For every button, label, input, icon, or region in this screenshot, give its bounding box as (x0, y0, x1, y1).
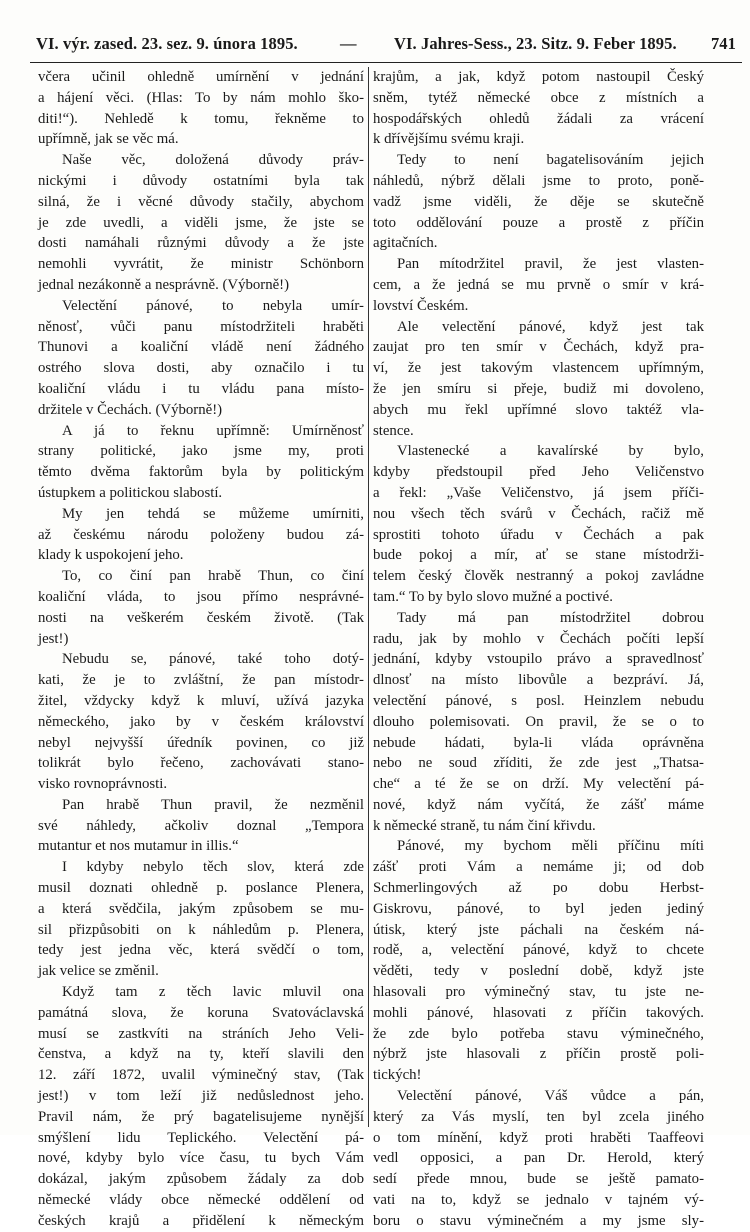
text-line: 12. září 1872, uvalil výminečný stav, (Tak (38, 1067, 364, 1084)
text-line: nemohli vyvrátit, že ministr Schönborn (38, 256, 364, 273)
text-line: věděti, tedy v poslední době, když jste (373, 963, 704, 980)
text-line: strany politické, jako jsme my, proti (38, 443, 364, 460)
text-line: k německé straně, tu nám činí křivdu. (373, 817, 596, 834)
text-line: nýbrž jste hlasovali z příčin prostě poli- (373, 1046, 704, 1063)
text-line: telem český člověk nestranný a pokoj zavládne (373, 568, 704, 585)
text-line: Tady má pan místodržitel dobrou (397, 609, 704, 626)
text-line: že zde bylo potřeba stavu výminečného, (373, 1025, 704, 1042)
text-line: čenstva, a když na ty, kteří slavili den (38, 1046, 364, 1063)
text-line: bude pokoj a mír, ať se stane místodrži- (373, 547, 704, 564)
text-line: dosti namáhali různými důvody a že jste (38, 235, 364, 252)
text-line: jak velice se změnil. (38, 963, 159, 980)
text-line: musil doznati ohledně p. poslance Plenera, (38, 880, 364, 897)
text-line: velectění pánové, s posl. Heinzlem nebudu (373, 692, 704, 709)
text-line: vedl opposici, a pan Dr. Herold, který (373, 1150, 704, 1167)
text-line: který za Vás myslí, ten byl zcela jiného (373, 1108, 704, 1125)
header-german: VI. Jahres-Sess., 23. Sitz. 9. Feber 1895. (394, 34, 677, 53)
text-line: zášť proti Vám a nemáme ji; od dob (373, 859, 704, 876)
text-line: toto oddělování pouze a prostě z příčin (373, 214, 704, 231)
text-line: tolikrát bylo řečeno, zachovávati stano- (38, 755, 364, 772)
text-line: něnosť, vůči panu místodržiteli hraběti (38, 318, 364, 335)
text-line: I kdyby nebylo těch slov, která zde (62, 859, 364, 876)
text-line: mutantur et nos mutamur in illis.“ (38, 838, 239, 855)
text-line: lovství Českém. (373, 297, 469, 314)
text-line: včera učinil ohledně umírnění v jednání (38, 69, 364, 85)
text-line: diti!“). Nehledě k tomu, řekněme to (38, 110, 364, 127)
page-number: 741 (710, 34, 736, 53)
text-line: sedí přede mnou, bude se ještě pamato- (373, 1171, 704, 1188)
text-line: Vlastenecké a kavalírské by bylo, (397, 443, 704, 460)
text-line: německé vlády obce německé oddělení od (38, 1192, 364, 1209)
header-czech: VI. výr. zased. 23. sez. 9. února 1895. (36, 34, 298, 53)
text-line: koaliční vláda, to jsou přímo nesprávné- (38, 588, 364, 605)
text-line: upřímně, jak se věc má. (38, 131, 179, 148)
text-line: jednal nezákonně a nesprávně. (Výborně!) (38, 276, 290, 293)
text-line: a řekl: „Vaše Veličenstvo, já jsem příči- (373, 484, 704, 501)
column-divider (368, 67, 369, 1127)
text-line: nebyl nejvyšší úředník povinen, co již (38, 734, 364, 751)
text-line: smýšlení lidu Teplického. Velectění pá- (38, 1129, 364, 1146)
text-line: abych mu řekl upřímné slovo taktéž vla- (373, 401, 704, 418)
header-rule (30, 62, 742, 63)
text-line: vadž jsme viděli, že děje se skutečně (373, 193, 704, 210)
text-line: o tom mínění, když proti hraběti Taaffeovi (373, 1129, 704, 1146)
text-line: Naše věc, doložená důvody práv- (62, 152, 364, 169)
text-line: Ale velectění pánové, když jest tak (397, 318, 704, 335)
text-line: Když tam z těch lavic mluvil ona (62, 984, 364, 1001)
text-line: Giskrovu, pánové, to byl jeden jediný (373, 900, 704, 917)
text-line: dokázal, jakým způsobem žádaly za dob (38, 1171, 364, 1188)
text-line: útisk, který jste páchali na českém ná- (373, 921, 704, 938)
text-line: Nebudu se, pánové, také toho dotý- (62, 651, 364, 668)
text-line: klady k uspokojení jeho. (38, 547, 184, 564)
text-line: německého, jako by v českém království (38, 713, 364, 730)
page-header (36, 34, 736, 56)
text-line: rodě, a, velectění pánové, když to chcete (373, 942, 704, 959)
text-line: nou všech těch svárů v Čechách, račiž mě (373, 505, 704, 522)
text-line: sněm, tytéž německé obce z místních a (373, 89, 704, 106)
text-line: agitačních. (373, 235, 438, 252)
text-line: tických! (373, 1067, 422, 1084)
text-line: je zde uvedli, a viděli jsme, že jste se (38, 214, 364, 231)
text-line: českých krajů a přidělení k německým (38, 1212, 364, 1229)
text-line: visko rovnoprávnosti. (38, 776, 168, 793)
text-line: a hájení věci. (Hlas: To by nám mohlo ško- (38, 89, 364, 106)
text-line: krajům, a jak, když potom nastoupil Český (373, 69, 704, 85)
text-line: musí se zastkvíti na stráních Jeho Veli- (38, 1025, 364, 1042)
text-line: cem, a že jedná se mu prvně o smír v krá- (373, 276, 704, 293)
text-line: že jen smíru si přeje, budiž mi dovoleno, (373, 380, 704, 397)
text-line: jest!) (38, 630, 69, 647)
text-line: a která svědčila, jakým způsobem se mu- (38, 900, 364, 917)
text-line: radu, jak by mohlo v Čechách počíti lepší (373, 630, 704, 647)
text-line: tam.“ To by bylo slovo mužné a poctivé. (373, 588, 613, 605)
text-line: nickými i důvody ostatními byla tak (38, 172, 364, 189)
text-line: Pan mítodržitel pravil, že jest vlasten- (397, 256, 704, 273)
right-column (373, 67, 704, 1232)
text-line: silná, že i věcné důvody stačily, abychom (38, 193, 364, 210)
text-line: To, co činí pan hrabě Thun, co činí (62, 568, 364, 585)
text-line: My jen tehdá se můžeme umírniti, (62, 505, 364, 522)
text-line: boru o stavu výminečném a my jsme sly- (373, 1212, 704, 1229)
text-line: hospodářských ohledů žádali za vrácení (373, 110, 704, 127)
text-line: žitel, vždycky když k mluví, užívá jazyka (38, 692, 364, 709)
text-line: tedy jest jedna věc, která svědčí o tom, (38, 942, 364, 959)
text-line: náhledů, nýbrž dělali jsme to proto, poně- (373, 172, 704, 189)
text-line: dlnosť na místo libovůle a bezpráví. Já, (373, 672, 704, 689)
text-line: až českému národu položeny budou zá- (38, 526, 364, 543)
text-line: kati, že je to zvláštní, že pan místodr- (38, 672, 364, 689)
text-line: hlasovali pro výminečný stav, tu jste ne- (373, 984, 704, 1001)
text-line: těmto dvěma faktorům byla by politickým (38, 464, 364, 481)
text-line: Schmerlingových až po dobu Herbst- (373, 880, 704, 897)
text-line: zaujat pro ten smír v Čechách, když pra- (373, 339, 704, 356)
text-line: Pánové, my bychom měli příčinu míti (397, 838, 704, 855)
text-line: ví, že jest takovým vlastencem upřímným, (373, 360, 704, 377)
text-line: Velectění pánové, to nebyla umír- (62, 297, 364, 314)
text-line: jest!) v tom leží již nedůslednost jeho. (38, 1088, 364, 1105)
text-line: nové, když nám vyčítá, že zášť máme (373, 796, 704, 813)
text-line: sprostiti tohoto úřadu v Čechách a pak (373, 526, 704, 543)
text-line: Pravil nám, že prý bagatelisujeme nynější (38, 1108, 364, 1125)
text-line: nosti na veškerém českém životě. (Tak (38, 609, 364, 626)
left-column (38, 67, 364, 1232)
text-line: památná slova, že koruna Svatováclavská (38, 1004, 364, 1021)
text-line: koaliční vládu i tu vládu pana místo- (38, 380, 364, 397)
text-line: své náhledy, ačkoliv doznal „Tempora (38, 817, 364, 834)
text-line: k dřívějšímu svému kraji. (373, 131, 525, 148)
text-line: jednání, kdyby vstoupilo právo a spravedlnosť (373, 651, 704, 668)
text-line: mohli pánové, hlasovati z příčin takových. (373, 1004, 704, 1021)
text-line: sil přizpůsobiti on k náhledům p. Plenera, (38, 921, 364, 938)
text-line: ostrého slova dosti, aby označilo i tu (38, 360, 364, 377)
text-line: nebo ne soud zříditi, že zde jest „Thatsa- (373, 755, 704, 772)
text-line: che“ a té že se on drží. My velectění pá- (373, 776, 704, 793)
text-line: Tedy to není bagatelisováním jejich (397, 152, 704, 169)
text-line: Thunovi a koaliční vládě není žádného (38, 339, 364, 356)
text-line: kdyby předstoupil před Jeho Veličenstvo (373, 464, 704, 481)
text-line: A já to řeknu upřímně: Umírněnosť (62, 422, 364, 439)
text-line: vati na to, když se jednalo v tajném vý- (373, 1192, 704, 1209)
text-line: ústupkem a politickou slabostí. (38, 484, 223, 501)
text-line: stence. (373, 422, 414, 439)
text-line: dlouho polemisovati. On pravil, že se o to (373, 713, 704, 730)
text-line: nové, kdyby bylo více času, tu bych Vám (38, 1150, 364, 1167)
text-line: nebude hádati, byla-li vláda oprávněna (373, 734, 704, 751)
header-separator: — (340, 34, 357, 53)
text-line: držitele v Čechách. (Výborně!) (38, 401, 223, 418)
text-line: Velectění pánové, Váš vůdce a pán, (397, 1088, 704, 1105)
text-line: Pan hrabě Thun pravil, že nezměnil (62, 796, 364, 813)
